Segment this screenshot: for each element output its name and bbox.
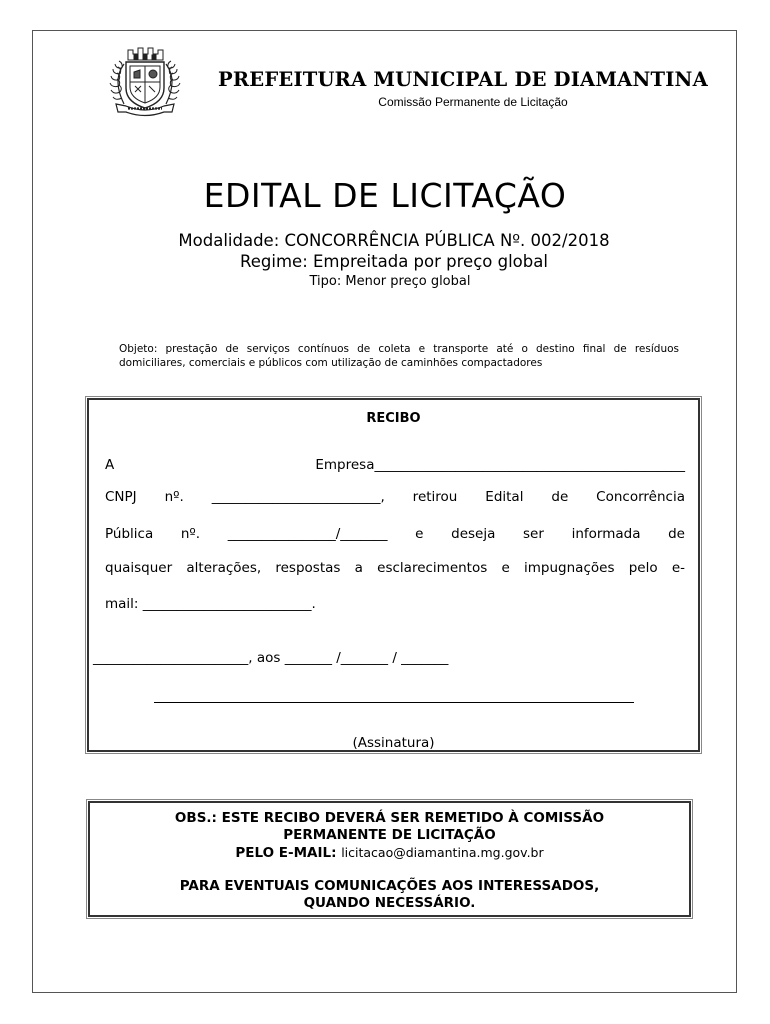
document-title: EDITAL DE LICITAÇÃO [203,176,567,215]
obs-line-4: PARA EVENTUAIS COMUNICAÇÕES AOS INTERESSADOS, [179,878,600,894]
empresa-field[interactable]: A Empresa______________________________________________ [105,457,685,473]
regime-text: Regime: Empreitada por preço global [240,252,548,271]
objeto-paragraph: Objeto: prestação de serviços contínuos de coleta e transporte até o destino final de resíduos domiciliares, comerciais e públicos com utilização de caminhões compactadores [119,343,679,369]
email-field[interactable]: mail: _________________________. [105,596,316,612]
place-date-field[interactable]: _______________________, aos _______ /_______ / _______ [93,650,449,666]
obs-line-2: PERMANENTE DE LICITAÇÃO [283,827,496,843]
tipo-text: Tipo: Menor preço global [309,274,471,289]
coat-of-arms-icon [102,42,186,120]
obs-line-1: OBS.: ESTE RECIBO DEVERÁ SER REMETIDO À COMISSÃO [174,810,605,826]
obs-line-5: QUANDO NECESSÁRIO. [303,895,476,911]
obs-email-line [90,845,689,861]
recibo-text-line: quaisquer alterações, respostas a esclarecimentos e impugnações pelo e- [105,560,685,576]
recibo-form [87,398,700,752]
edital-number-field[interactable]: Pública nº. ________________/_______ e deseja ser informada de [105,526,685,542]
cnpj-field[interactable]: CNPJ nº. _________________________, retirou Edital de Concorrência [105,489,685,505]
email-address: licitacao@diamantina.mg.gov.br [341,845,544,860]
signature-line[interactable] [154,702,634,703]
obs-notice-box [88,801,691,917]
email-label: PELO E-MAIL: [235,845,337,861]
signature-label: (Assinatura) [352,735,435,751]
header-subtitle: Comissão Permanente de Licitação [378,95,568,109]
modalidade-text: Modalidade: CONCORRÊNCIA PÚBLICA Nº. 002/2018 [178,231,610,250]
recibo-title: RECIBO [366,411,421,426]
header-title: PREFEITURA MUNICIPAL DE DIAMANTINA [218,68,708,91]
